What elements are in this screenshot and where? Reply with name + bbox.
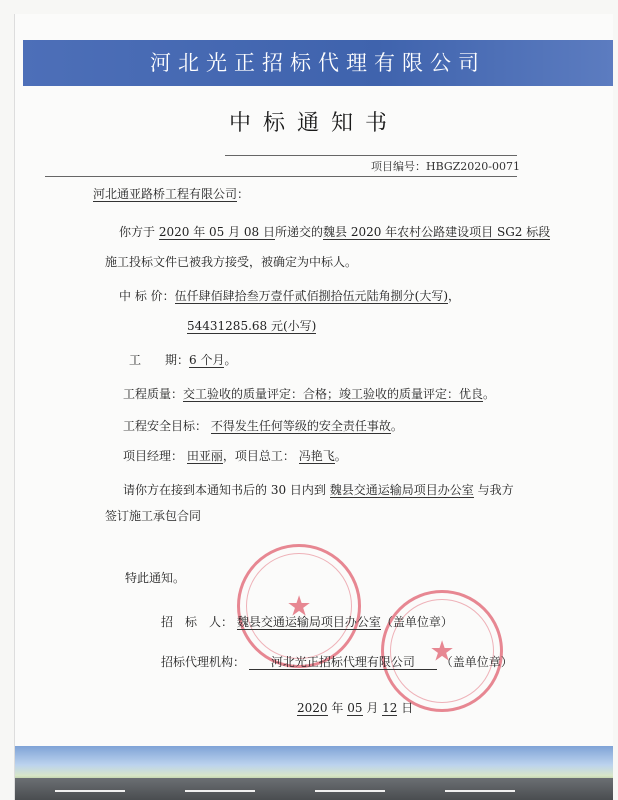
price-number: 54431285.68 元(小写) <box>187 319 317 333</box>
tenderer-label: 招 标 人： <box>161 615 234 629</box>
agency-seal: ★ <box>381 590 503 712</box>
price-label: 中 标 价： <box>119 289 175 303</box>
engineer-label: ，项目总工： <box>222 449 295 463</box>
divider <box>225 155 517 156</box>
period-line <box>129 352 236 368</box>
contract-place: 魏县交通运输局项目办公室 <box>329 483 474 497</box>
intro-line-2: 施工投标文件已被我方接受，被确定为中标人。 <box>105 255 358 269</box>
quality-value: 交工验收的质量评定：合格；竣工验收的质量评定：优良 <box>183 387 484 401</box>
date-year-unit: 年 <box>331 701 344 715</box>
date-day: 12 <box>382 701 398 715</box>
agency-note: （盖单位章） <box>440 655 513 669</box>
quality-line <box>123 386 495 402</box>
project-number <box>371 158 520 174</box>
contract-line <box>123 482 514 498</box>
quality-label: 工程质量： <box>123 387 184 401</box>
period-label: 工 期： <box>129 353 190 367</box>
project-number-value: HBGZ2020-0071 <box>426 160 521 173</box>
recipient: 河北通亚路桥工程有限公司 <box>93 187 238 201</box>
price-words-suffix: ， <box>448 289 461 303</box>
manager-value: 田亚丽 <box>186 449 223 463</box>
date-month-unit: 月 <box>366 701 379 715</box>
price-words: 伍仟肆佰肆拾叁万壹仟贰佰捌拾伍元陆角捌分(大写) <box>174 289 449 303</box>
manager-line <box>123 448 347 464</box>
document-page <box>14 14 613 800</box>
recipient-line <box>93 186 249 202</box>
tenderer-seal: ★ <box>237 544 361 668</box>
contract-text-2: 与我方 <box>477 483 514 497</box>
engineer-suffix: 。 <box>334 449 347 463</box>
submit-date: 2020 年 05 月 08 日 <box>158 225 275 239</box>
quality-suffix: 。 <box>483 387 496 401</box>
tenderer-line <box>161 614 453 630</box>
notice: 特此通知。 <box>125 571 186 585</box>
divider <box>45 176 517 177</box>
tenderer-value: 魏县交通运输局项目办公室 <box>236 615 381 629</box>
issue-date <box>297 700 413 716</box>
agency-label: 招标代理机构： <box>161 655 246 669</box>
intro-text-2: 所递交的 <box>275 225 324 239</box>
contract-text-1: 请你方在接到本通知书后的 30 日内到 <box>123 483 326 497</box>
agency-value: 河北光正招标代理有限公司 <box>249 655 437 670</box>
safety-label: 工程安全目标： <box>123 419 208 433</box>
period-value: 6 个月 <box>189 353 225 367</box>
date-day-unit: 日 <box>401 701 414 715</box>
engineer-value: 冯艳飞 <box>298 449 335 463</box>
page-title: 中标通知书 <box>228 111 399 136</box>
safety-value: 不得发生任何等级的安全责任事故 <box>210 419 391 433</box>
contract-line-2: 签订施工承包合同 <box>105 509 202 523</box>
intro-line <box>119 224 550 240</box>
footer-highway-image <box>15 746 613 800</box>
date-month: 05 <box>347 701 363 715</box>
recipient-suffix: ： <box>237 187 250 201</box>
project-name: 魏县 2020 年农村公路建设项目 SG2 标段 <box>323 225 551 239</box>
intro-text-1: 你方于 <box>119 225 156 239</box>
manager-label: 项目经理： <box>123 449 184 463</box>
company-banner: 河北光正招标代理有限公司 <box>23 40 613 86</box>
project-number-label: 项目编号： <box>371 160 426 173</box>
tenderer-note: （盖单位章） <box>380 615 453 629</box>
date-year: 2020 <box>297 701 328 715</box>
safety-suffix: 。 <box>390 419 403 433</box>
period-suffix: 。 <box>224 353 237 367</box>
road-graphic <box>15 778 613 800</box>
agency-line <box>161 654 513 670</box>
price-number-line <box>187 318 316 334</box>
price-line <box>119 288 460 304</box>
safety-line <box>123 418 403 434</box>
